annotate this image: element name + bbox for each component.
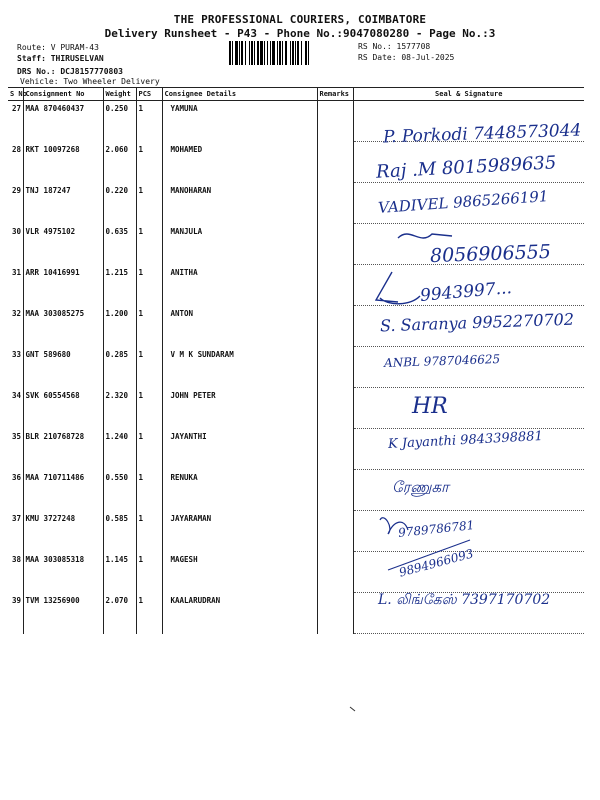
scribble-37 bbox=[380, 518, 408, 534]
runsheet-title: Delivery Runsheet - P43 - Phone No.:9047080280 - Page No.:3 bbox=[104, 27, 496, 40]
col-header-remarks: Remarks bbox=[317, 88, 353, 101]
cell-pcs: 1 bbox=[136, 429, 162, 470]
cell-pcs: 1 bbox=[136, 265, 162, 306]
signature-31: 9943997... bbox=[419, 278, 513, 306]
stray-mark bbox=[350, 707, 355, 711]
signature-35: K Jayanthi 9843398881 bbox=[387, 428, 544, 453]
vehicle-label: Vehicle: Two Wheeler Delivery bbox=[20, 77, 160, 86]
cell-consignment: BLR 210768728 bbox=[23, 429, 103, 470]
cell-sno: 32 bbox=[12, 308, 22, 318]
cell-consignee: MAGESH bbox=[162, 552, 317, 593]
cell-consignment: TNJ 187247 bbox=[23, 183, 103, 224]
cell-consignee: YAMUNA bbox=[162, 101, 317, 142]
cell-sno: 33 bbox=[12, 349, 22, 359]
cell-pcs: 1 bbox=[136, 470, 162, 511]
cell-weight: 1.200 bbox=[103, 306, 136, 347]
cell-weight: 1.215 bbox=[103, 265, 136, 306]
cell-sno: 27 bbox=[12, 104, 22, 113]
cell-pcs: 1 bbox=[136, 388, 162, 429]
signature-30: 8056906555 bbox=[429, 240, 552, 268]
cell-pcs: 1 bbox=[136, 347, 162, 388]
cell-consignee: MANOHARAN bbox=[162, 183, 317, 224]
cell-weight: 0.250 bbox=[103, 101, 136, 142]
cell-consignment: MAA 870460437 bbox=[23, 101, 103, 142]
col-header-pcs: PCS bbox=[136, 88, 162, 101]
cell-sno: 38 bbox=[12, 554, 22, 564]
cell-sno: 35 bbox=[12, 431, 22, 441]
cell-consignee: JOHN PETER bbox=[162, 388, 317, 429]
scribble-38 bbox=[388, 540, 470, 570]
cell-consignment: TVM 13256900 bbox=[23, 593, 103, 634]
rs-date-label: RS Date: 08-Jul-2025 bbox=[358, 53, 455, 62]
cell-sno: 34 bbox=[12, 390, 22, 400]
signature-33: ANBL 9787046625 bbox=[383, 351, 501, 371]
cell-consignment: KMU 3727248 bbox=[23, 511, 103, 552]
col-header-consignee: Consignee Details bbox=[162, 88, 317, 101]
cell-weight: 0.220 bbox=[103, 183, 136, 224]
cell-consignee: ANITHA bbox=[162, 265, 317, 306]
col-header-weight: Weight bbox=[103, 88, 136, 101]
cell-weight: 2.060 bbox=[103, 142, 136, 183]
cell-consignee: JAYARAMAN bbox=[162, 511, 317, 552]
cell-weight: 2.070 bbox=[103, 593, 136, 634]
signature-36: ரேணுகா bbox=[392, 478, 449, 496]
signature-34: HR bbox=[412, 394, 448, 419]
cell-pcs: 1 bbox=[136, 142, 162, 183]
cell-sno: 28 bbox=[12, 144, 22, 154]
route-label: Route: V PURAM-43 bbox=[17, 43, 99, 52]
cell-consignee: V M K SUNDARAM bbox=[162, 347, 317, 388]
cell-weight: 0.635 bbox=[103, 224, 136, 265]
signature-32: S. Saranya 9952270702 bbox=[379, 309, 575, 336]
cell-pcs: 1 bbox=[136, 224, 162, 265]
cell-consignee: MANJULA bbox=[162, 224, 317, 265]
scribble-30 bbox=[398, 234, 452, 238]
signature-28: Raj .M 8015989635 bbox=[375, 152, 557, 183]
cell-consignee: ANTON bbox=[162, 306, 317, 347]
staff-label: Staff: THIRUSELVAN bbox=[17, 54, 104, 63]
cell-pcs: 1 bbox=[136, 511, 162, 552]
scribble-31 bbox=[376, 272, 420, 304]
cell-consignee: JAYANTHI bbox=[162, 429, 317, 470]
cell-pcs: 1 bbox=[136, 306, 162, 347]
cell-consignment: MAA 303085275 bbox=[23, 306, 103, 347]
col-header-sno: S No bbox=[8, 88, 23, 101]
cell-consignee: RENUKA bbox=[162, 470, 317, 511]
cell-consignment: RKT 10097268 bbox=[23, 142, 103, 183]
cell-consignee: KAALARUDRAN bbox=[162, 593, 317, 634]
cell-sno: 31 bbox=[12, 267, 22, 277]
cell-pcs: 1 bbox=[136, 552, 162, 593]
cell-consignee: MOHAMED bbox=[162, 142, 317, 183]
drs-label: DRS No.: DCJ8157770803 bbox=[17, 67, 123, 76]
signature-37: 9789786781 bbox=[397, 518, 475, 540]
cell-consignment: ARR 10416991 bbox=[23, 265, 103, 306]
col-header-consignment: Consignment No bbox=[23, 88, 103, 101]
col-header-signature: Seal & Signature bbox=[353, 88, 584, 101]
cell-sno: 30 bbox=[12, 226, 22, 236]
cell-weight: 0.585 bbox=[103, 511, 136, 552]
cell-sno: 29 bbox=[12, 185, 22, 195]
cell-consignment: GNT 589680 bbox=[23, 347, 103, 388]
cell-consignment: VLR 4975102 bbox=[23, 224, 103, 265]
cell-weight: 1.240 bbox=[103, 429, 136, 470]
company-title: THE PROFESSIONAL COURIERS, COIMBATORE bbox=[173, 13, 427, 26]
cell-sno: 39 bbox=[12, 595, 22, 605]
cell-pcs: 1 bbox=[136, 183, 162, 224]
cell-consignment: MAA 710711486 bbox=[23, 470, 103, 511]
signature-29: VADIVEL 9865266191 bbox=[377, 187, 549, 217]
cell-sno: 36 bbox=[12, 472, 22, 482]
cell-weight: 0.550 bbox=[103, 470, 136, 511]
cell-weight: 1.145 bbox=[103, 552, 136, 593]
signature-27: P. Porkodi 7448573044 bbox=[382, 120, 582, 148]
signature-39: L. லிங்கேஸ் 7397170702 bbox=[378, 592, 551, 608]
cell-weight: 0.285 bbox=[103, 347, 136, 388]
cell-consignment: SVK 60554568 bbox=[23, 388, 103, 429]
cell-pcs: 1 bbox=[136, 593, 162, 634]
cell-consignment: MAA 303085318 bbox=[23, 552, 103, 593]
rs-no-label: RS No.: 1577708 bbox=[358, 42, 431, 51]
cell-weight: 2.320 bbox=[103, 388, 136, 429]
cell-sno: 37 bbox=[12, 513, 22, 523]
cell-pcs: 1 bbox=[136, 101, 162, 142]
signature-38: 9894966093 bbox=[397, 546, 475, 580]
